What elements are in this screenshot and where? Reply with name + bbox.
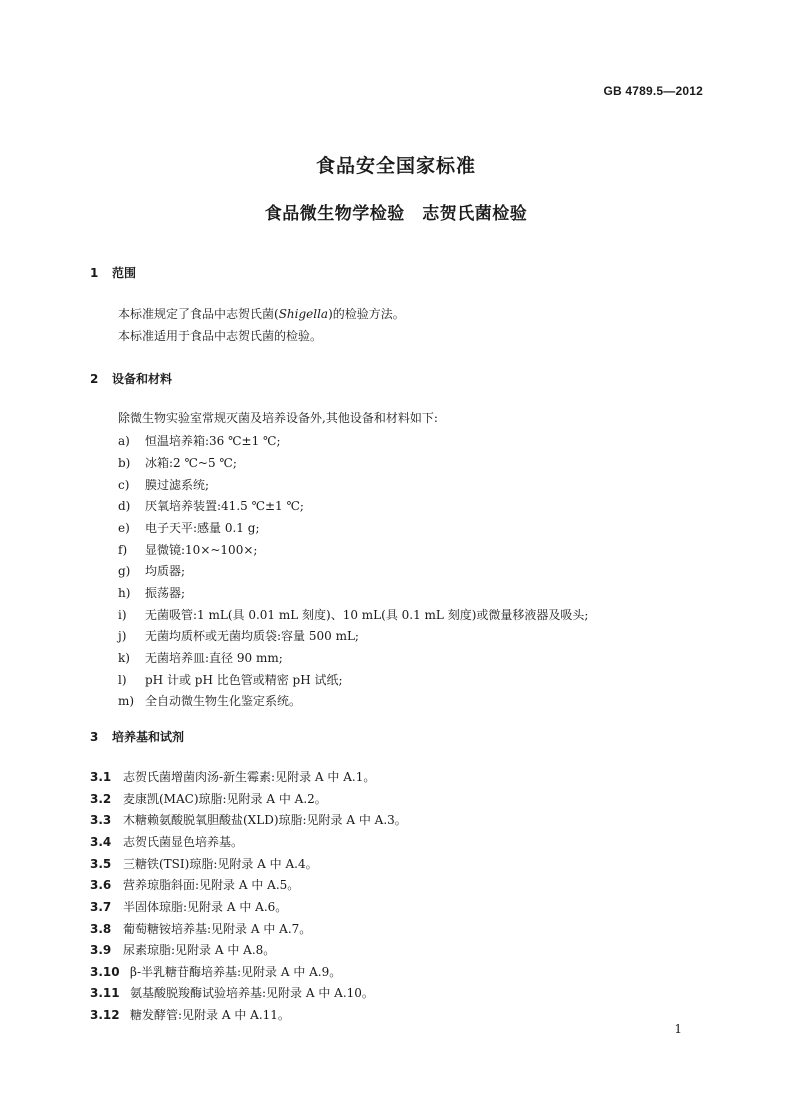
clause-text: 葡萄糖铵培养基:见附录 A 中 A.7。 xyxy=(123,922,312,936)
clause-text: 氨基酸脱羧酶试验培养基:见附录 A 中 A.10。 xyxy=(130,986,374,1000)
list-item xyxy=(118,541,257,558)
list-text: 厌氧培养装置:41.5 ℃±1 ℃; xyxy=(145,499,304,513)
clause-number: 3.3 xyxy=(90,813,112,827)
standard-number: GB 4789.5—2012 xyxy=(603,84,703,98)
section-2-heading xyxy=(90,370,172,387)
section-number: 3 xyxy=(90,730,99,744)
scope-text: 本标准规定了食品中志贺氏菌( xyxy=(118,307,279,321)
list-marker: e) xyxy=(118,521,130,535)
section-number: 2 xyxy=(90,372,99,386)
list-marker: b) xyxy=(118,456,131,470)
list-item xyxy=(118,584,185,601)
subclause xyxy=(90,768,375,785)
section-title: 培养基和试剂 xyxy=(112,730,185,744)
list-marker: k) xyxy=(118,651,130,665)
clause-text: 志贺氏菌增菌肉汤-新生霉素:见附录 A 中 A.1。 xyxy=(123,770,376,784)
list-marker: i) xyxy=(118,608,127,622)
scope-paragraph-2: 本标准适用于食品中志贺氏菌的检验。 xyxy=(118,329,323,343)
list-text: 无菌培养皿:直径 90 mm; xyxy=(145,651,283,665)
document-subtitle: 食品微生物学检验 志贺氏菌检验 xyxy=(264,204,528,224)
list-item xyxy=(118,432,281,449)
list-item xyxy=(118,606,588,623)
clause-text: 营养琼脂斜面:见附录 A 中 A.5。 xyxy=(123,878,300,892)
list-text: 恒温培养箱:36 ℃±1 ℃; xyxy=(145,434,281,448)
list-text: 膜过滤系统; xyxy=(145,478,210,492)
clause-number: 3.5 xyxy=(90,857,112,871)
clause-number: 3.8 xyxy=(90,922,112,936)
subclause xyxy=(90,876,299,893)
subclause xyxy=(90,1006,290,1023)
list-text: 振荡器; xyxy=(145,586,186,600)
page-number: 1 xyxy=(674,1022,682,1036)
subclause xyxy=(90,898,287,915)
list-text: 显微镜:10×~100×; xyxy=(145,543,258,557)
list-item xyxy=(118,497,304,514)
list-item xyxy=(118,476,209,493)
clause-number: 3.7 xyxy=(90,900,112,914)
list-item xyxy=(118,692,301,709)
clause-text: 半固体琼脂:见附录 A 中 A.6。 xyxy=(123,900,288,914)
list-item xyxy=(118,649,283,666)
clause-text: β-半乳糖苷酶培养基:见附录 A 中 A.9。 xyxy=(130,965,342,979)
list-text: 均质器; xyxy=(145,564,186,578)
list-item xyxy=(118,562,185,579)
clause-number: 3.10 xyxy=(90,965,120,979)
subclause xyxy=(90,984,374,1001)
subclause xyxy=(90,941,275,958)
list-text: pH 计或 pH 比色管或精密 pH 试纸; xyxy=(145,673,343,687)
scientific-name: Shigella xyxy=(278,307,329,321)
clause-number: 3.2 xyxy=(90,792,112,806)
clause-text: 糖发酵管:见附录 A 中 A.11。 xyxy=(130,1008,290,1022)
subclause xyxy=(90,855,318,872)
list-item xyxy=(118,519,259,536)
clause-number: 3.9 xyxy=(90,943,112,957)
document-title: 食品安全国家标准 xyxy=(315,155,476,177)
clause-text: 尿素琼脂:见附录 A 中 A.8。 xyxy=(123,943,276,957)
list-marker: c) xyxy=(118,478,130,492)
clause-number: 3.12 xyxy=(90,1008,120,1022)
equipment-intro: 除微生物实验室常规灭菌及培养设备外,其他设备和材料如下: xyxy=(118,411,438,425)
clause-text: 麦康凯(MAC)琼脂:见附录 A 中 A.2。 xyxy=(123,792,327,806)
clause-text: 木糖赖氨酸脱氧胆酸盐(XLD)琼脂:见附录 A 中 A.3。 xyxy=(123,813,407,827)
clause-number: 3.11 xyxy=(90,986,120,1000)
section-number: 1 xyxy=(90,266,99,280)
list-text: 无菌吸管:1 mL(具 0.01 mL 刻度)、10 mL(具 0.1 mL 刻度)或微量移液器及吸头; xyxy=(145,608,589,622)
subclause xyxy=(90,833,243,850)
list-marker: m) xyxy=(118,694,135,708)
list-item xyxy=(118,627,359,644)
scope-text: )的检验方法。 xyxy=(328,307,405,321)
list-text: 冰箱:2 ℃~5 ℃; xyxy=(145,456,237,470)
list-item xyxy=(118,454,237,471)
list-marker: g) xyxy=(118,564,131,578)
scope-paragraph-1 xyxy=(118,305,405,322)
list-marker: a) xyxy=(118,434,130,448)
clause-text: 志贺氏菌显色培养基。 xyxy=(123,835,244,849)
section-title: 设备和材料 xyxy=(112,372,173,386)
list-item xyxy=(118,671,343,688)
subclause xyxy=(90,963,341,980)
list-marker: f) xyxy=(118,543,128,557)
section-title: 范围 xyxy=(112,266,137,280)
clause-text: 三糖铁(TSI)琼脂:见附录 A 中 A.4。 xyxy=(123,857,318,871)
section-3-heading xyxy=(90,728,184,745)
subclause xyxy=(90,920,311,937)
subclause xyxy=(90,811,407,828)
clause-number: 3.6 xyxy=(90,878,112,892)
list-text: 电子天平:感量 0.1 g; xyxy=(145,521,260,535)
subclause xyxy=(90,790,327,807)
list-marker: d) xyxy=(118,499,131,513)
list-marker: j) xyxy=(118,629,127,643)
clause-number: 3.1 xyxy=(90,770,112,784)
list-text: 全自动微生物生化鉴定系统。 xyxy=(145,694,302,708)
list-marker: l) xyxy=(118,673,127,687)
clause-number: 3.4 xyxy=(90,835,112,849)
list-marker: h) xyxy=(118,586,131,600)
section-1-heading xyxy=(90,264,136,281)
list-text: 无菌均质杯或无菌均质袋:容量 500 mL; xyxy=(145,629,359,643)
